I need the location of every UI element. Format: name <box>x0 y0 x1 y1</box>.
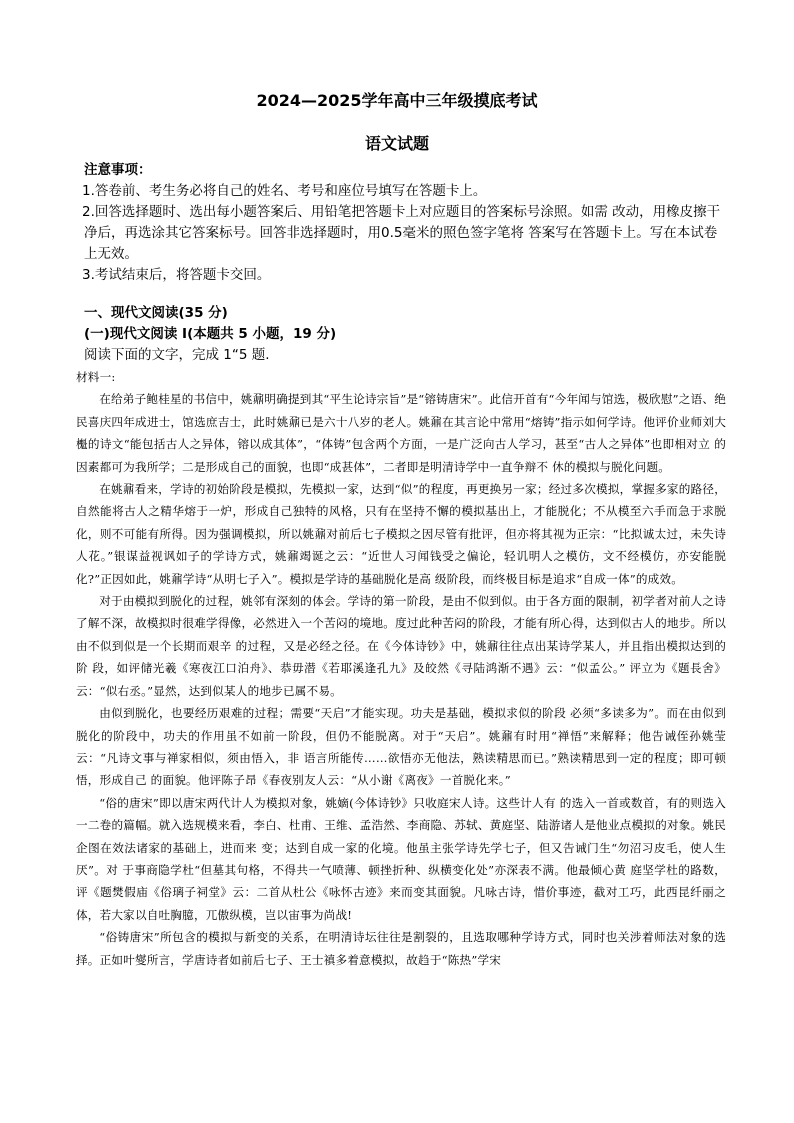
article-paragraph: 在给弟子鲍桂星的书信中，姚鼐明确提到其“平生论诗宗旨”是“镕铸唐宋”。此信开首有“今年闻与馆选，极欣慰”之语、绝民喜庆四年成进士，馆选庶吉士，此时姚鼐已是六十八岁的老人。姚鼐在其言论中常用“熔铸”指示如何学诗。他评价业师刘大櫆的诗文“能包括古人之异体，镕以成其体”，“体铸”包含两个方面，一是广泛向古人学习，甚至“古人之异体”也即相对立 的因素都可为我所学；二是形成自己的面貌，也即“成甚体”，二者即是明清诗学中一直争辩不 休的模拟与脱化问题。 <box>76 392 726 474</box>
notice-item: 1.答卷前、考生务必将自己的姓名、考号和座位号填写在答题卡上。 <box>82 183 487 199</box>
article-paragraph: 在姚鼐看来，学诗的初始阶段是模拟，先模拟一家，达到“似”的程度，再更换另一家；经过多次模拟，掌握多家的路径，自然能将古人之精华熔于一炉，形成自己独特的风格，只有在坚持不懈的模拟基出上，才能脱化；不从模至六手而急于求脱化，则不可能有所得。因为强调模拟，所以姚鼐对前后七子模拟之因尽管有批评，但亦将其视为正宗：“比拟诚太过，未失诗人花。”银谋益视讽如子的学诗方式，姚鼐竭诞之云：“近世人习闻钱受之偏论，轻讥明人之模仿，文不经模仿，亦安能脱化?”正因如此，姚鼐学诗“从明七子入”。模拟是学诗的基础脱化是高 级阶段，而终极目标是追求“自成一体”的成效。 <box>76 482 726 586</box>
notice-item: 2.回答选择题时、选出每小题答案后、用铅笔把答题卡上对应题目的答案标号涂照。如需 改动，用橡皮擦干净后，再选涂其它答案标号。回答非选择题时，用0.5毫米的照色签字笔将 答案写在答题卡上。写在本试卷上无效。 <box>82 204 721 262</box>
article-paragraph: “俗的唐宋”即以唐宋两代计人为模拟对象，姚嫡(今体诗钞》只收庭宋人诗。这些计人有 的选入一首或数首，有的则选入一二卷的篇幅。就入选规模来看，李白、杜甫、王维、孟浩然、李商隐、苏轼、黄庭坚、陆游诸人是他业点模拟的对象。姚民企图在效法诸家的基础上，进而来 变；达到自成一家的化境。他虽主张学诗先学七子，但又告诫门生“勿沼习皮毛，使人生厌”。对 于事商隐学杜“但墓其句格，不得共一气喷薄、顿挫折种、纵横变化处”亦深表不满。他最倾心黄 庭坚学杜的路数，评《题燓假庙《俗璃子祠堂》云：二首从杜公《咏怀古迹》来而变其面貌。凡咏古诗，惜价事迹，截对工巧，此西昆纤丽之体，若大家以自吐胸臆，兀傲纵模，岂以宙事为尚战! <box>76 795 726 922</box>
notice-item: 3.考试结束后，将答题卡交回。 <box>82 267 271 283</box>
material-label: 材料一: <box>76 370 116 384</box>
reading-material <box>76 366 726 971</box>
section-subtitle: (一)现代文阅读 I(本题共 5 小题，19 分) <box>84 326 337 342</box>
subject-title: 语文试题 <box>364 134 429 153</box>
section-title: 一、现代文阅读(35 分) <box>84 305 228 321</box>
section-instruction: 阅读下面的文字，完成 1“5 题. <box>84 347 270 363</box>
notice-heading: 注意事项： <box>84 162 152 178</box>
article-paragraph: 对于由模拟到脱化的过程，姚邻有深刻的体会。学诗的第一阶段，是由不似到似。由于各方面的限制，初学者对前人之诗了解不深，故模拟时很难学得像，必然进入一个苦闷的境地。度过此种苦闷的阶段，才能有所心得，达到似古人的地步。所以由不似到似是一个长期而艰辛 的过程，又是必经之径。在《今体诗钞》中，姚鼐往往点出某诗学某人，并且指出模拟达到的阶 段，如评储光羲《寒夜江口泊舟》、恭毋潜《若耶溪逢孔九》及皎然《寻陆鸿渐不遇》云：“似孟公。” 评立为《题長舍》云：“似右丞。”显然，达到似某人的地步已属不易。 <box>76 594 726 698</box>
exam-title: 2024—2025学年高中三年级摸底考试 <box>256 91 538 110</box>
notice-block <box>84 160 724 286</box>
section-header <box>84 303 724 366</box>
article-paragraph: 由似到脱化，也要经历艰难的过程；需要“天启”才能实现。功夫是基础，模拟求似的阶段 必须“多读多为”。而在由似到脱化的阶段中，功夫的作用虽不如前一阶段，但仍不能脱离。对于“天启”。姚鼐有时用“禅悟”来解释；他告诫侄孙姚莹云：“凡诗文事与禅家相似，须由悟入，非 语言所能传……欲悟亦无他法，熟读精思而已。”熟读精思到一定的程度；即可顿悟，形成自己 的面貌。他评陈子昂《春夜别友人云：“从小谢《离夜》一首脱化来。” <box>76 706 726 788</box>
article-paragraph: “俗铸唐宋”所包含的模拟与新变的关系，在明清诗坛往往是割裂的，且选取哪种学诗方式，同时也关涉着师法对象的选择。正如叶燮所言，学唐诗者如前后七子、王士禛多着意模拟，故趋于“陈热”学宋 <box>76 930 726 967</box>
